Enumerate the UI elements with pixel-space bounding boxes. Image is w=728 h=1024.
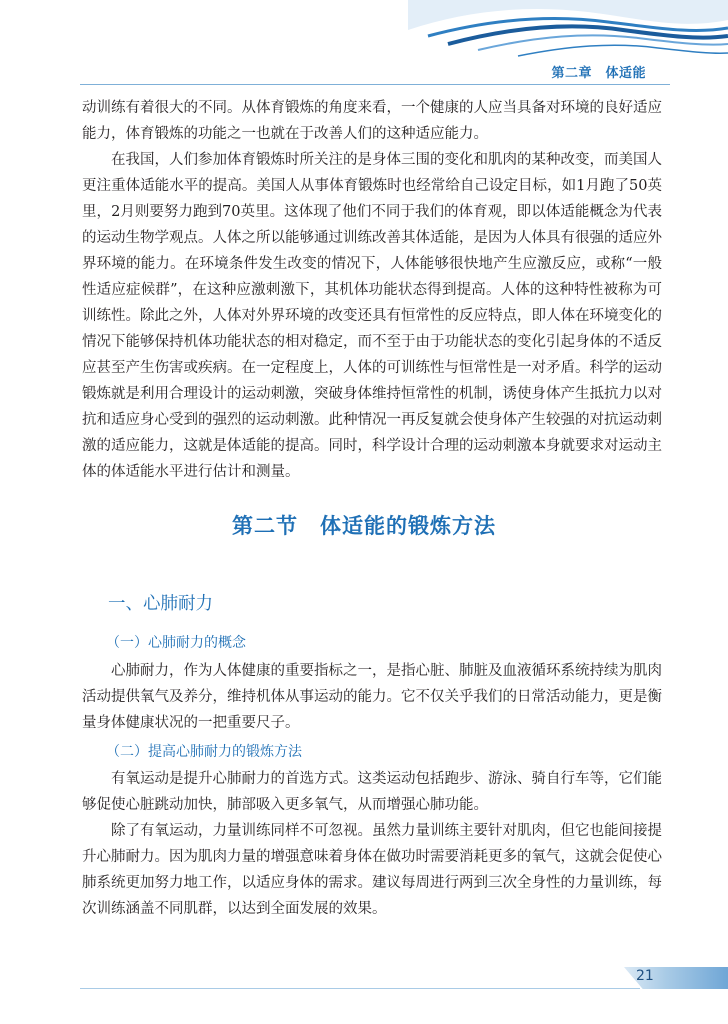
- intro-text-block: [82, 95, 662, 485]
- subsection-title: 一、心肺耐力: [108, 594, 213, 614]
- page-number: 21: [636, 968, 654, 984]
- chapter-header: 第二章 体适能: [551, 66, 646, 81]
- paragraph: 除了有氧运动，力量训练同样不可忽视。虽然力量训练主要针对肌肉，但它也能间接提升心肺耐力。因为肌肉力量的增强意味着身体在做功时需要消耗更多的氧气，这就会促使心肺系统更加努力地工作，以适应身体的需求。建议每周进行两到三次全身性的力量训练，每次训练涵盖不同肌群，以达到全面发展的效果。: [82, 823, 662, 917]
- section-title: 第二节 体适能的锻炼方法: [232, 514, 496, 538]
- sub-heading-concept: （一）心肺耐力的概念: [106, 635, 246, 651]
- paragraph: 有氧运动是提升心肺耐力的首选方式。这类运动包括跑步、游泳、骑自行车等，它们能够促使心脏跳动加快，肺部吸入更多氧气，从而增强心肺功能。: [82, 771, 662, 813]
- paragraph: 在我国，人们参加体育锻炼时所关注的是身体三围的变化和肌肉的某种改变，而美国人更注重体适能水平的提高。美国人从事体育锻炼时也经常给自己设定目标，如1月跑了50英里，2月则要努力跑到70英里。这体现了他们不同于我们的体育观，即以体适能概念为代表的运动生物学观点。人体之所以能够通过训练改善其体适能，是因为人体具有很强的适应外界环境的能力。在环境条件发生改变的情况下，人体能够很快地产生应激反应，或称“一般性适应症候群”，在这种应激刺激下，其机体功能状态得到提高。人体的这种特性被称为可训练性。除此之外，人体对外界环境的改变还具有恒常性的反应特点，即人体在环境变化的情况下能够保持机体功能状态的相对稳定，而不至于由于功能状态的变化引起身体的不适反应甚至产生伤害或疾病。在一定程度上，人体的可训练性与恒常性是一对矛盾。科学的运动锻炼就是利用合理设计的运动刺激，突破身体维持恒常性的机制，诱使身体产生抵抗力以对抗和适应身心受到的强烈的运动刺激。此种情况一再反复就会使身体产生较强的对抗运动刺激的适应能力，这就是体适能的提高。同时，科学设计合理的运动刺激本身就要求对运动主体的体适能水平进行估计和测量。: [82, 152, 662, 480]
- decorative-wave-graphic: [408, 0, 728, 62]
- paragraph: 心肺耐力，作为人体健康的重要指标之一，是指心脏、肺脏及血液循环系统持续为肌肉活动提供氧气及养分，维持机体从事运动的能力。它不仅关乎我们的日常活动能力，更是衡量身体健康状况的一把重要尺子。: [82, 663, 662, 731]
- header-divider: [80, 84, 670, 85]
- concept-text-block: [82, 658, 662, 736]
- footer-divider: [80, 988, 640, 989]
- methods-text-block: [82, 766, 662, 922]
- sub-heading-methods: （二）提高心肺耐力的锻炼方法: [106, 744, 302, 760]
- paragraph: 动训练有着很大的不同。从体育锻炼的角度来看，一个健康的人应当具备对环境的良好适应能力，体育锻炼的功能之一也就在于改善人们的这种适应能力。: [82, 100, 662, 142]
